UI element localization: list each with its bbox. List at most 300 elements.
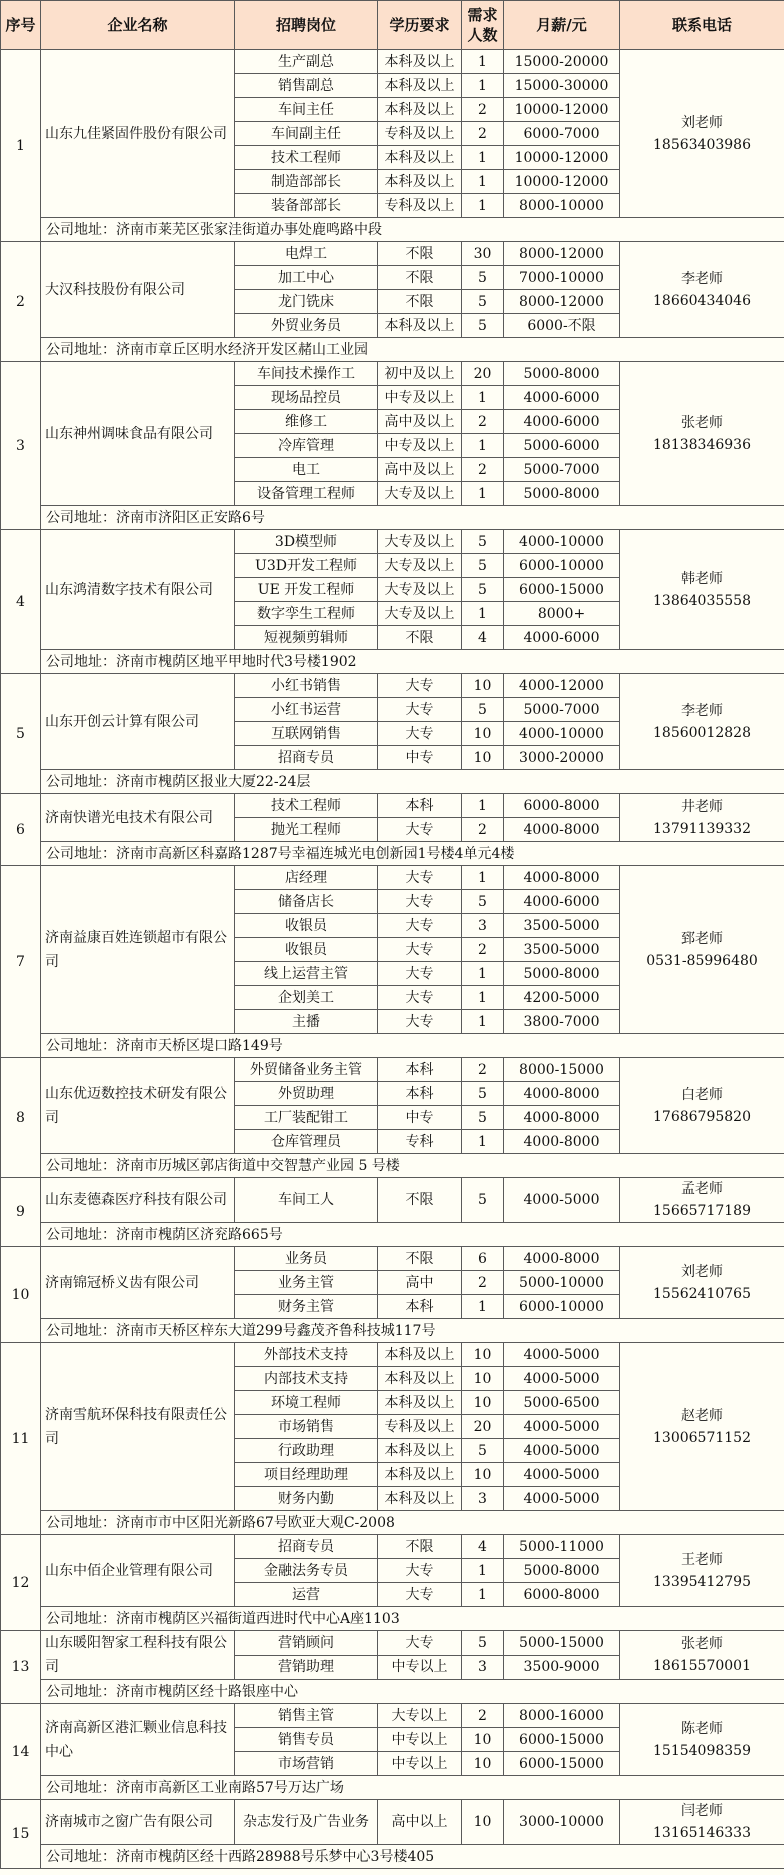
company-seq: 6 bbox=[1, 794, 41, 866]
job-salary: 6000-8000 bbox=[504, 794, 620, 818]
job-salary: 5000-11000 bbox=[504, 1535, 620, 1559]
job-education: 本科及以上 bbox=[378, 1367, 462, 1391]
header-company: 企业名称 bbox=[41, 1, 235, 50]
contact-name: 闫老师 bbox=[681, 1803, 723, 1819]
job-education: 本科及以上 bbox=[378, 98, 462, 122]
company-contact bbox=[620, 1631, 784, 1680]
job-salary: 6000-15000 bbox=[504, 578, 620, 602]
job-row bbox=[1, 1178, 784, 1223]
contact-name: 赵老师 bbox=[681, 1407, 723, 1424]
job-education: 不限 bbox=[378, 290, 462, 314]
job-title: 店经理 bbox=[235, 866, 378, 890]
job-education: 大专 bbox=[378, 674, 462, 698]
contact-phone: 0531-85996480 bbox=[646, 952, 758, 969]
job-education: 本科及以上 bbox=[378, 1391, 462, 1415]
job-education: 高中 bbox=[378, 1271, 462, 1295]
job-count: 1 bbox=[462, 74, 504, 98]
job-count: 10 bbox=[462, 1752, 504, 1776]
contact-name: 陈老师 bbox=[681, 1720, 723, 1737]
job-row bbox=[1, 674, 784, 698]
job-education: 不限 bbox=[378, 242, 462, 266]
job-title: 行政助理 bbox=[235, 1439, 378, 1463]
contact-name: 井老师 bbox=[681, 798, 723, 815]
job-count: 2 bbox=[462, 122, 504, 146]
company-address: 公司地址：济南市槐荫区地平甲地时代3号楼1902 bbox=[41, 650, 784, 674]
job-education: 大专 bbox=[378, 818, 462, 842]
address-row bbox=[1, 1680, 784, 1704]
company-contact bbox=[620, 242, 784, 338]
company-address: 公司地址：济南市高新区科嘉路1287号幸福连城光电创新园1号楼4单元4楼 bbox=[41, 842, 784, 866]
company-name: 山东中佰企业管理有限公司 bbox=[41, 1535, 235, 1607]
job-title: 市场营销 bbox=[235, 1752, 378, 1776]
job-title: 加工中心 bbox=[235, 266, 378, 290]
job-row bbox=[1, 1704, 784, 1728]
address-row bbox=[1, 218, 784, 242]
job-title: 技术工程师 bbox=[235, 794, 378, 818]
job-education: 大专及以上 bbox=[378, 578, 462, 602]
job-title: 抛光工程师 bbox=[235, 818, 378, 842]
company-contact bbox=[620, 794, 784, 842]
company-address: 公司地址：济南市历城区郭店街道中交智慧产业园 5 号楼 bbox=[41, 1154, 784, 1178]
company-name: 大汉科技股份有限公司 bbox=[41, 242, 235, 338]
job-row bbox=[1, 530, 784, 554]
company-name: 山东暖阳智家工程科技有限公司 bbox=[41, 1631, 235, 1680]
job-salary: 6000-不限 bbox=[504, 314, 620, 338]
job-education: 中专及以上 bbox=[378, 434, 462, 458]
job-count: 1 bbox=[462, 482, 504, 506]
job-count: 1 bbox=[462, 986, 504, 1010]
job-salary: 4000-5000 bbox=[504, 1343, 620, 1367]
job-count: 1 bbox=[462, 866, 504, 890]
company-address: 公司地址：济南市章丘区明水经济开发区赭山工业园 bbox=[41, 338, 784, 362]
job-education: 高中以上 bbox=[378, 1800, 462, 1845]
job-education: 中专以上 bbox=[378, 1752, 462, 1776]
job-count: 1 bbox=[462, 1130, 504, 1154]
job-education: 大专 bbox=[378, 1583, 462, 1607]
job-title: 财务主管 bbox=[235, 1295, 378, 1319]
job-education: 大专及以上 bbox=[378, 482, 462, 506]
job-title: 短视频剪辑师 bbox=[235, 626, 378, 650]
job-education: 本科 bbox=[378, 1058, 462, 1082]
job-education: 高中及以上 bbox=[378, 458, 462, 482]
job-count: 4 bbox=[462, 1535, 504, 1559]
job-salary: 15000-20000 bbox=[504, 50, 620, 74]
contact-name: 李老师 bbox=[681, 270, 723, 287]
header-salary: 月薪/元 bbox=[504, 1, 620, 50]
company-name: 济南锦冠桥义齿有限公司 bbox=[41, 1247, 235, 1319]
job-salary: 4000-8000 bbox=[504, 1082, 620, 1106]
job-title: 储备店长 bbox=[235, 890, 378, 914]
job-education: 大专 bbox=[378, 1631, 462, 1656]
job-title: 车间主任 bbox=[235, 98, 378, 122]
address-row bbox=[1, 338, 784, 362]
address-row bbox=[1, 842, 784, 866]
contact-name: 刘老师 bbox=[681, 114, 723, 131]
job-title: 业务主管 bbox=[235, 1271, 378, 1295]
job-count: 5 bbox=[462, 314, 504, 338]
job-education: 本科 bbox=[378, 1295, 462, 1319]
job-salary: 5000-15000 bbox=[504, 1631, 620, 1656]
company-contact bbox=[620, 1343, 784, 1511]
company-name: 山东开创云计算有限公司 bbox=[41, 674, 235, 770]
job-salary: 5000-7000 bbox=[504, 458, 620, 482]
company-contact bbox=[620, 674, 784, 770]
job-salary: 5000-8000 bbox=[504, 1559, 620, 1583]
job-salary: 5000-8000 bbox=[504, 362, 620, 386]
job-count: 4 bbox=[462, 626, 504, 650]
job-education: 大专 bbox=[378, 866, 462, 890]
company-name: 山东鸿清数字技术有限公司 bbox=[41, 530, 235, 650]
job-count: 5 bbox=[462, 1439, 504, 1463]
job-count: 10 bbox=[462, 674, 504, 698]
job-count: 5 bbox=[462, 1631, 504, 1656]
contact-phone: 18560012828 bbox=[653, 724, 751, 741]
job-count: 20 bbox=[462, 1415, 504, 1439]
header-contact: 联系电话 bbox=[620, 1, 784, 50]
company-contact bbox=[620, 362, 784, 506]
job-title: 内部技术支持 bbox=[235, 1367, 378, 1391]
contact-name: 张老师 bbox=[681, 414, 723, 431]
job-count: 1 bbox=[462, 386, 504, 410]
company-name: 济南雪航环保科技有限责任公司 bbox=[41, 1343, 235, 1511]
job-education: 大专 bbox=[378, 698, 462, 722]
job-salary: 3800-7000 bbox=[504, 1010, 620, 1034]
company-address: 公司地址：济南市槐荫区报业大厦22-24层 bbox=[41, 770, 784, 794]
job-title: 电工 bbox=[235, 458, 378, 482]
contact-phone: 13395412795 bbox=[653, 1573, 751, 1590]
job-title: 财务内勤 bbox=[235, 1487, 378, 1511]
job-title: 电焊工 bbox=[235, 242, 378, 266]
job-title: 外贸助理 bbox=[235, 1082, 378, 1106]
contact-phone: 13864035558 bbox=[653, 592, 751, 609]
job-row bbox=[1, 242, 784, 266]
job-salary: 3500-5000 bbox=[504, 938, 620, 962]
company-contact bbox=[620, 1178, 784, 1223]
job-salary: 8000-12000 bbox=[504, 242, 620, 266]
job-count: 5 bbox=[462, 1178, 504, 1223]
job-education: 不限 bbox=[378, 1247, 462, 1271]
job-title: 装备部部长 bbox=[235, 194, 378, 218]
job-row bbox=[1, 1535, 784, 1559]
job-count: 10 bbox=[462, 1343, 504, 1367]
job-count: 5 bbox=[462, 1106, 504, 1130]
job-salary: 4000-10000 bbox=[504, 722, 620, 746]
job-title: 收银员 bbox=[235, 938, 378, 962]
job-salary: 5000-7000 bbox=[504, 698, 620, 722]
job-salary: 4200-5000 bbox=[504, 986, 620, 1010]
job-education: 本科及以上 bbox=[378, 1487, 462, 1511]
job-education: 专科及以上 bbox=[378, 194, 462, 218]
job-count: 10 bbox=[462, 722, 504, 746]
company-name: 济南益康百姓连锁超市有限公司 bbox=[41, 866, 235, 1034]
header-seq: 序号 bbox=[1, 1, 41, 50]
contact-phone: 15665717189 bbox=[653, 1203, 751, 1219]
job-count: 5 bbox=[462, 1082, 504, 1106]
company-address: 公司地址：济南市高新区工业南路57号万达广场 bbox=[41, 1776, 784, 1800]
job-title: 车间工人 bbox=[235, 1178, 378, 1223]
contact-phone: 13165146333 bbox=[653, 1825, 751, 1841]
company-name: 山东优迈数控技术研发有限公司 bbox=[41, 1058, 235, 1154]
job-salary: 3500-5000 bbox=[504, 914, 620, 938]
job-education: 本科 bbox=[378, 794, 462, 818]
job-salary: 10000-12000 bbox=[504, 146, 620, 170]
contact-name: 郅老师 bbox=[681, 930, 723, 947]
job-title: 外贸储备业务主管 bbox=[235, 1058, 378, 1082]
job-education: 大专 bbox=[378, 1559, 462, 1583]
job-salary: 4000-8000 bbox=[504, 818, 620, 842]
address-row bbox=[1, 506, 784, 530]
job-salary: 5000-10000 bbox=[504, 1271, 620, 1295]
job-count: 10 bbox=[462, 1728, 504, 1752]
job-education: 专科及以上 bbox=[378, 122, 462, 146]
job-salary: 4000-6000 bbox=[504, 626, 620, 650]
company-address: 公司地址：济南市天桥区梓东大道299号鑫茂齐鲁科技城117号 bbox=[41, 1319, 784, 1343]
job-salary: 7000-10000 bbox=[504, 266, 620, 290]
job-salary: 8000-15000 bbox=[504, 1058, 620, 1082]
job-count: 2 bbox=[462, 938, 504, 962]
contact-phone: 18563403986 bbox=[653, 136, 751, 153]
table-body bbox=[1, 50, 784, 1869]
company-name: 山东麦德森医疗科技有限公司 bbox=[41, 1178, 235, 1223]
job-education: 本科及以上 bbox=[378, 314, 462, 338]
job-title: 杂志发行及广告业务 bbox=[235, 1800, 378, 1845]
job-count: 1 bbox=[462, 1010, 504, 1034]
job-salary: 6000-15000 bbox=[504, 1752, 620, 1776]
job-count: 3 bbox=[462, 914, 504, 938]
job-count: 2 bbox=[462, 1058, 504, 1082]
company-seq: 10 bbox=[1, 1247, 41, 1343]
job-salary: 4000-8000 bbox=[504, 1106, 620, 1130]
job-title: 主播 bbox=[235, 1010, 378, 1034]
company-seq: 5 bbox=[1, 674, 41, 794]
job-title: 维修工 bbox=[235, 410, 378, 434]
job-row bbox=[1, 1800, 784, 1845]
job-count: 10 bbox=[462, 1367, 504, 1391]
job-salary: 4000-5000 bbox=[504, 1367, 620, 1391]
job-salary: 4000-8000 bbox=[504, 1130, 620, 1154]
address-row bbox=[1, 1776, 784, 1800]
job-title: 业务员 bbox=[235, 1247, 378, 1271]
job-title: 生产副总 bbox=[235, 50, 378, 74]
job-count: 10 bbox=[462, 1463, 504, 1487]
job-title: 龙门铣床 bbox=[235, 290, 378, 314]
contact-phone: 13006571152 bbox=[653, 1429, 751, 1446]
job-count: 5 bbox=[462, 578, 504, 602]
address-row bbox=[1, 770, 784, 794]
company-address: 公司地址：济南市天桥区堤口路149号 bbox=[41, 1034, 784, 1058]
job-education: 本科及以上 bbox=[378, 1439, 462, 1463]
contact-phone: 15562410765 bbox=[653, 1285, 751, 1302]
company-seq: 4 bbox=[1, 530, 41, 674]
job-salary: 6000-10000 bbox=[504, 554, 620, 578]
contact-phone: 18615570001 bbox=[653, 1658, 751, 1674]
job-title: 数字孪生工程师 bbox=[235, 602, 378, 626]
job-title: 销售专员 bbox=[235, 1728, 378, 1752]
table-header bbox=[1, 1, 784, 50]
job-title: 招商专员 bbox=[235, 1535, 378, 1559]
company-address: 公司地址：济南市槐荫区经十西路28988号乐梦中心3号楼405 bbox=[41, 1845, 784, 1869]
job-salary: 10000-12000 bbox=[504, 98, 620, 122]
job-education: 大专及以上 bbox=[378, 602, 462, 626]
job-education: 不限 bbox=[378, 626, 462, 650]
job-education: 本科 bbox=[378, 1082, 462, 1106]
job-salary: 8000+ bbox=[504, 602, 620, 626]
address-row bbox=[1, 1223, 784, 1247]
job-education: 大专 bbox=[378, 722, 462, 746]
header-education: 学历要求 bbox=[378, 1, 462, 50]
contact-name: 张老师 bbox=[681, 1636, 723, 1652]
job-education: 不限 bbox=[378, 1535, 462, 1559]
job-title: 销售副总 bbox=[235, 74, 378, 98]
job-count: 1 bbox=[462, 434, 504, 458]
company-address: 公司地址：济南市槐荫区济兖路665号 bbox=[41, 1223, 784, 1247]
job-education: 专科及以上 bbox=[378, 1415, 462, 1439]
company-seq: 9 bbox=[1, 1178, 41, 1247]
header-count: 需求人数 bbox=[462, 1, 504, 50]
contact-phone: 13791139332 bbox=[653, 820, 751, 837]
address-row bbox=[1, 1845, 784, 1869]
job-count: 30 bbox=[462, 242, 504, 266]
job-count: 5 bbox=[462, 698, 504, 722]
company-seq: 15 bbox=[1, 1800, 41, 1869]
job-education: 大专 bbox=[378, 938, 462, 962]
company-seq: 12 bbox=[1, 1535, 41, 1631]
job-education: 本科及以上 bbox=[378, 1343, 462, 1367]
job-count: 1 bbox=[462, 50, 504, 74]
job-row bbox=[1, 794, 784, 818]
job-education: 大专 bbox=[378, 1010, 462, 1034]
job-education: 中专以上 bbox=[378, 1728, 462, 1752]
company-name: 济南高新区港汇颗业信息科技中心 bbox=[41, 1704, 235, 1776]
job-row bbox=[1, 1631, 784, 1656]
job-count: 5 bbox=[462, 890, 504, 914]
address-row bbox=[1, 1607, 784, 1631]
job-title: 小红书运营 bbox=[235, 698, 378, 722]
job-count: 2 bbox=[462, 818, 504, 842]
job-count: 1 bbox=[462, 194, 504, 218]
company-seq: 8 bbox=[1, 1058, 41, 1178]
job-salary: 8000-12000 bbox=[504, 290, 620, 314]
contact-name: 王老师 bbox=[681, 1551, 723, 1568]
job-count: 1 bbox=[462, 1583, 504, 1607]
job-title: 仓库管理员 bbox=[235, 1130, 378, 1154]
job-count: 3 bbox=[462, 1487, 504, 1511]
job-title: 现场品控员 bbox=[235, 386, 378, 410]
job-salary: 10000-12000 bbox=[504, 170, 620, 194]
job-count: 1 bbox=[462, 1559, 504, 1583]
contact-phone: 17686795820 bbox=[653, 1108, 751, 1125]
job-salary: 15000-30000 bbox=[504, 74, 620, 98]
contact-name: 孟老师 bbox=[681, 1181, 723, 1197]
job-title: 营销顾问 bbox=[235, 1631, 378, 1656]
job-count: 1 bbox=[462, 602, 504, 626]
job-count: 1 bbox=[462, 794, 504, 818]
job-education: 本科及以上 bbox=[378, 50, 462, 74]
company-contact bbox=[620, 1247, 784, 1319]
job-title: 车间技术操作工 bbox=[235, 362, 378, 386]
job-row bbox=[1, 1247, 784, 1271]
job-title: 收银员 bbox=[235, 914, 378, 938]
job-row bbox=[1, 362, 784, 386]
job-salary: 4000-6000 bbox=[504, 410, 620, 434]
company-address: 公司地址：济南市济阳区正安路6号 bbox=[41, 506, 784, 530]
header-position: 招聘岗位 bbox=[235, 1, 378, 50]
company-seq: 1 bbox=[1, 50, 41, 242]
job-salary: 5000-8000 bbox=[504, 962, 620, 986]
address-row bbox=[1, 1034, 784, 1058]
job-title: 车间副主任 bbox=[235, 122, 378, 146]
address-row bbox=[1, 1511, 784, 1535]
contact-name: 白老师 bbox=[681, 1086, 723, 1103]
company-seq: 11 bbox=[1, 1343, 41, 1535]
company-contact bbox=[620, 1704, 784, 1776]
job-count: 10 bbox=[462, 1800, 504, 1845]
job-education: 高中及以上 bbox=[378, 410, 462, 434]
job-count: 2 bbox=[462, 98, 504, 122]
contact-name: 刘老师 bbox=[681, 1263, 723, 1280]
job-salary: 8000-16000 bbox=[504, 1704, 620, 1728]
job-salary: 3000-10000 bbox=[504, 1800, 620, 1845]
job-title: 制造部部长 bbox=[235, 170, 378, 194]
job-count: 5 bbox=[462, 530, 504, 554]
company-name: 济南城市之窗广告有限公司 bbox=[41, 1800, 235, 1845]
company-name: 山东九佳紧固件股份有限公司 bbox=[41, 50, 235, 218]
job-title: 小红书销售 bbox=[235, 674, 378, 698]
job-salary: 4000-5000 bbox=[504, 1415, 620, 1439]
job-count: 10 bbox=[462, 746, 504, 770]
job-count: 1 bbox=[462, 170, 504, 194]
company-contact bbox=[620, 1058, 784, 1154]
job-salary: 5000-8000 bbox=[504, 482, 620, 506]
address-row bbox=[1, 1154, 784, 1178]
company-contact bbox=[620, 1535, 784, 1607]
job-education: 本科及以上 bbox=[378, 146, 462, 170]
company-seq: 14 bbox=[1, 1704, 41, 1800]
job-salary: 4000-6000 bbox=[504, 890, 620, 914]
job-title: 冷库管理 bbox=[235, 434, 378, 458]
job-salary: 8000-10000 bbox=[504, 194, 620, 218]
job-count: 2 bbox=[462, 410, 504, 434]
job-salary: 4000-10000 bbox=[504, 530, 620, 554]
job-education: 大专 bbox=[378, 914, 462, 938]
job-salary: 6000-7000 bbox=[504, 122, 620, 146]
job-title: 技术工程师 bbox=[235, 146, 378, 170]
job-salary: 3500-9000 bbox=[504, 1655, 620, 1680]
company-name: 山东神州调味食品有限公司 bbox=[41, 362, 235, 506]
job-salary: 4000-5000 bbox=[504, 1439, 620, 1463]
job-title: 运营 bbox=[235, 1583, 378, 1607]
job-title: 设备管理工程师 bbox=[235, 482, 378, 506]
contact-name: 李老师 bbox=[681, 702, 723, 719]
company-seq: 3 bbox=[1, 362, 41, 530]
job-education: 大专及以上 bbox=[378, 554, 462, 578]
job-title: U3D开发工程师 bbox=[235, 554, 378, 578]
job-education: 中专 bbox=[378, 746, 462, 770]
job-salary: 4000-5000 bbox=[504, 1178, 620, 1223]
job-title: 工厂装配钳工 bbox=[235, 1106, 378, 1130]
job-education: 中专以上 bbox=[378, 1655, 462, 1680]
job-education: 本科及以上 bbox=[378, 170, 462, 194]
job-education: 大专以上 bbox=[378, 1704, 462, 1728]
job-count: 5 bbox=[462, 266, 504, 290]
job-salary: 6000-8000 bbox=[504, 1583, 620, 1607]
job-title: 3D模型师 bbox=[235, 530, 378, 554]
company-address: 公司地址：济南市槐荫区兴福街道西进时代中心A座1103 bbox=[41, 1607, 784, 1631]
address-row bbox=[1, 650, 784, 674]
job-count: 10 bbox=[462, 1391, 504, 1415]
company-name: 济南快谱光电技术有限公司 bbox=[41, 794, 235, 842]
job-title: 环境工程师 bbox=[235, 1391, 378, 1415]
